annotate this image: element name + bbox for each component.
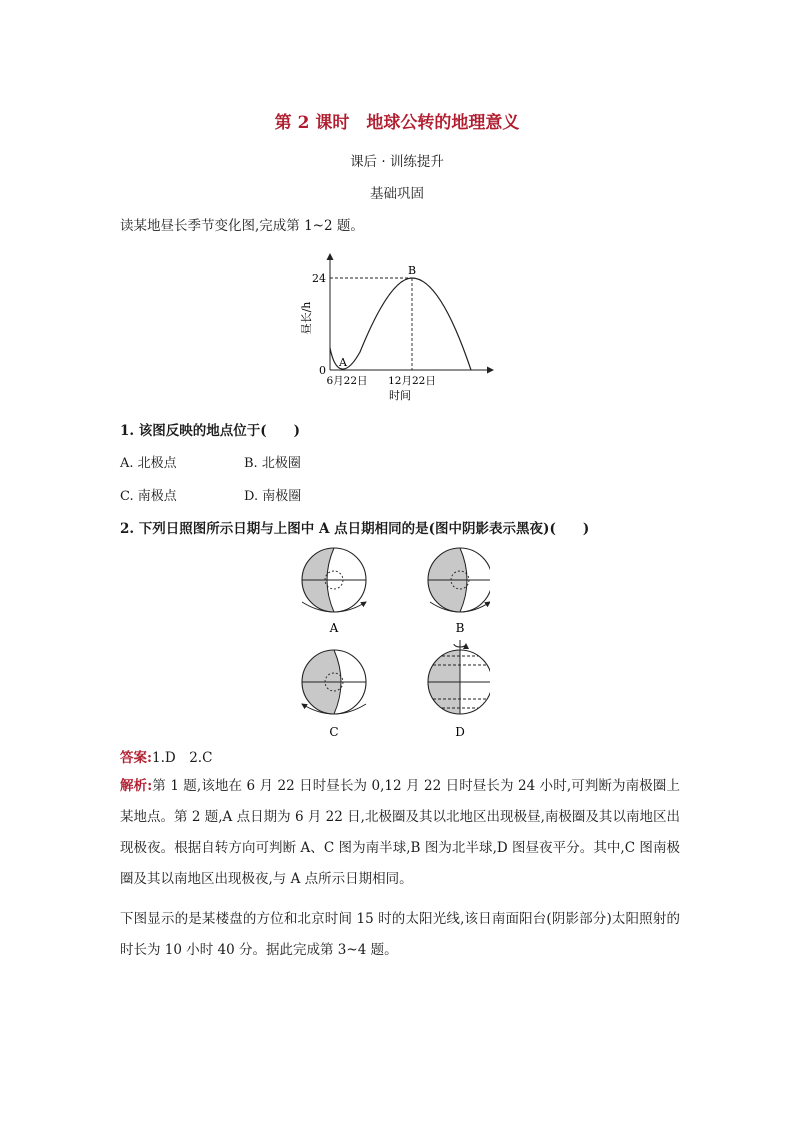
x-tick-jun22: 6月22日 — [326, 375, 368, 387]
subtitle: 课后 · 训练提升 — [350, 154, 444, 170]
diagram-b — [428, 548, 490, 635]
intro-text-2: 下图显示的是某楼盘的方位和北京时间 15 时的太阳光线,该日南面阳台(阴影部分)太阳照射的时长为 10 小时 40 分。据此完成第 3~4 题。 — [120, 911, 680, 958]
day-length-curve — [330, 278, 471, 370]
intro-text-1: 读某地昼长季节变化图,完成第 1~2 题。 — [120, 218, 364, 234]
analysis-label: 解析: — [120, 778, 153, 794]
point-b-label: B — [407, 264, 417, 277]
answer-label: 答案: — [120, 750, 152, 766]
diagram-b-label: B — [455, 621, 465, 635]
day-length-chart — [290, 248, 510, 408]
analysis-text: 第 1 题,该地在 6 月 22 日时昼长为 0,12 月 22 日时昼长为 24 小时,可判断为南极圈上某地点。第 2 题,A 点日期为 6 月 22 日,北极圈及其以北地区出现极昼,南极圈及其以南地区出现极夜。根据自转方向可判断 A、C 图为南半球,B 图为北半球,D 图昼夜平分。其中,C 图南极圈及其以南地区出现极夜,与 A 点所示日期相同。 — [120, 778, 680, 887]
y-tick-24: 24 — [312, 272, 326, 285]
q1-option-d: D. 南极圈 — [244, 489, 302, 504]
answer-text: 1.D 2.C — [151, 750, 213, 766]
illumination-diagrams — [290, 540, 490, 745]
y-label: 昼长/h — [300, 301, 313, 335]
page-title: 第 2 课时 地球公转的地理意义 — [274, 113, 520, 133]
diagram-a — [302, 548, 366, 635]
answer-line — [120, 746, 212, 766]
x-tick-dec22: 12月22日 — [388, 375, 436, 387]
origin-label: 0 — [319, 364, 326, 377]
diagram-d — [428, 640, 490, 739]
x-label: 时间 — [389, 389, 411, 402]
diagram-c-label: C — [329, 725, 339, 739]
q1-option-b: B. 北极圈 — [244, 456, 301, 471]
section-heading: 基础巩固 — [370, 186, 424, 202]
diagram-a-label: A — [329, 621, 339, 635]
diagram-d-label: D — [455, 725, 465, 739]
analysis-paragraph — [120, 771, 680, 895]
point-a-label: A — [339, 356, 347, 369]
q1-option-c: C. 南极点 — [120, 489, 177, 504]
diagram-c — [302, 650, 366, 739]
q1-option-a: A. 北极点 — [120, 456, 177, 471]
q2-stem: 2. 下列日照图所示日期与上图中 A 点日期相同的是(图中阴影表示黑夜)( ) — [120, 521, 590, 537]
q1-stem: 1. 该图反映的地点位于( ) — [120, 423, 301, 439]
